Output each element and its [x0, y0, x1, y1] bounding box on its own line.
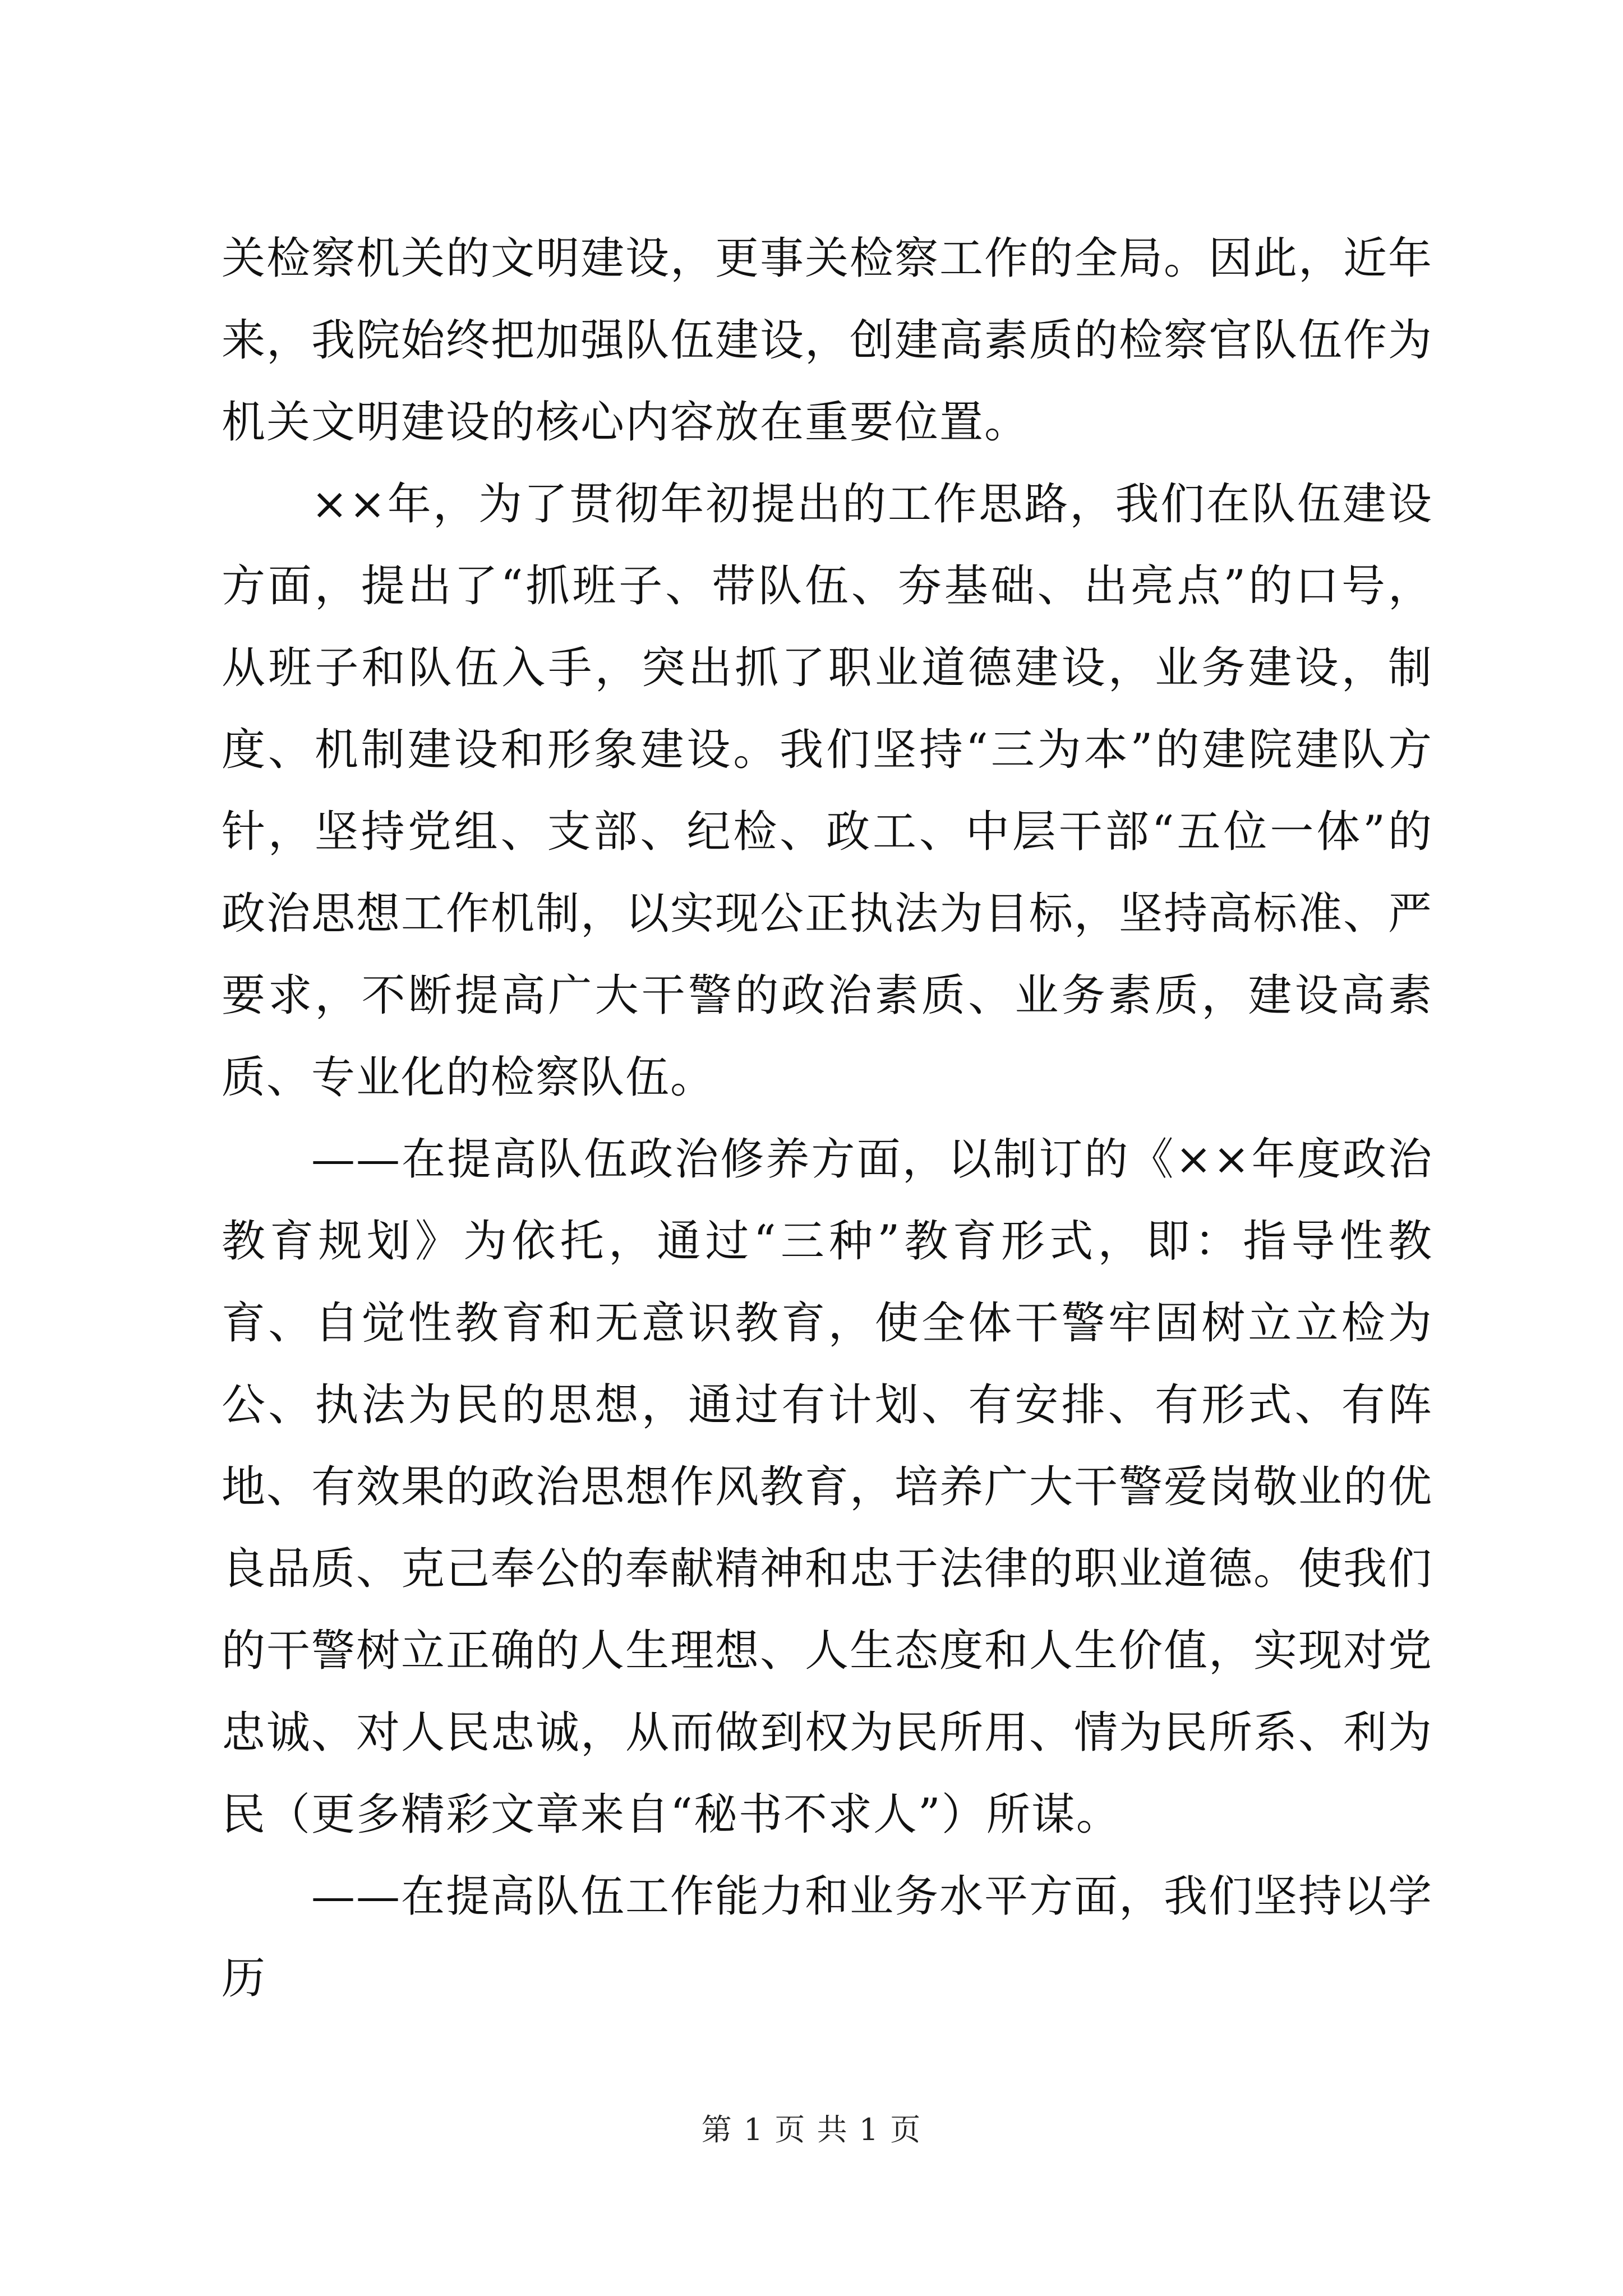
- document-body: [222, 218, 1433, 2019]
- paragraph-work-ability: ——在提高队伍工作能力和业务水平方面，我们坚持以学历: [222, 1871, 1433, 2004]
- paragraph-political-cultivation: ——在提高队伍政治修养方面，以制订的《××年度政治教育规划》为依托，通过“三种”教育形式，即：指导性教育、自觉性教育和无意识教育，使全体干警牢固树立立检为公、执法为民的思想，通过有计划、有安排、有形式、有阵地、有效果的政治思想作风教育，培养广大干警爱岗敬业的优良品质、克己奉公的奉献精神和忠于法律的职业道德。使我们的干警树立正确的人生理想、人生态度和人生价值，实现对党忠诚、对人民忠诚，从而做到权为民所用、情为民所系、利为民（更多精彩文章来自“秘书不求人”）所谋。: [222, 1134, 1433, 1840]
- paragraph-continued: 关检察机关的文明建设，更事关检察工作的全局。因此，近年来，我院始终把加强队伍建设，创建高素质的检察官队伍作为机关文明建设的核心内容放在重要位置。: [222, 233, 1433, 448]
- paragraph-team-building: ××年，为了贯彻年初提出的工作思路，我们在队伍建设方面，提出了“抓班子、带队伍、夯基础、出亮点”的口号，从班子和队伍入手，突出抓了职业道德建设，业务建设，制度、机制建设和形象建设。我们坚持“三为本”的建院建队方针，坚持党组、支部、纪检、政工、中层干部“五位一体”的政治思想工作机制，以实现公正执法为目标，坚持高标准、严要求，不断提高广大干警的政治素质、业务素质，建设高素质、专业化的检察队伍。: [222, 479, 1433, 1103]
- page-number-footer: 第 1 页 共 1 页: [701, 2112, 922, 2147]
